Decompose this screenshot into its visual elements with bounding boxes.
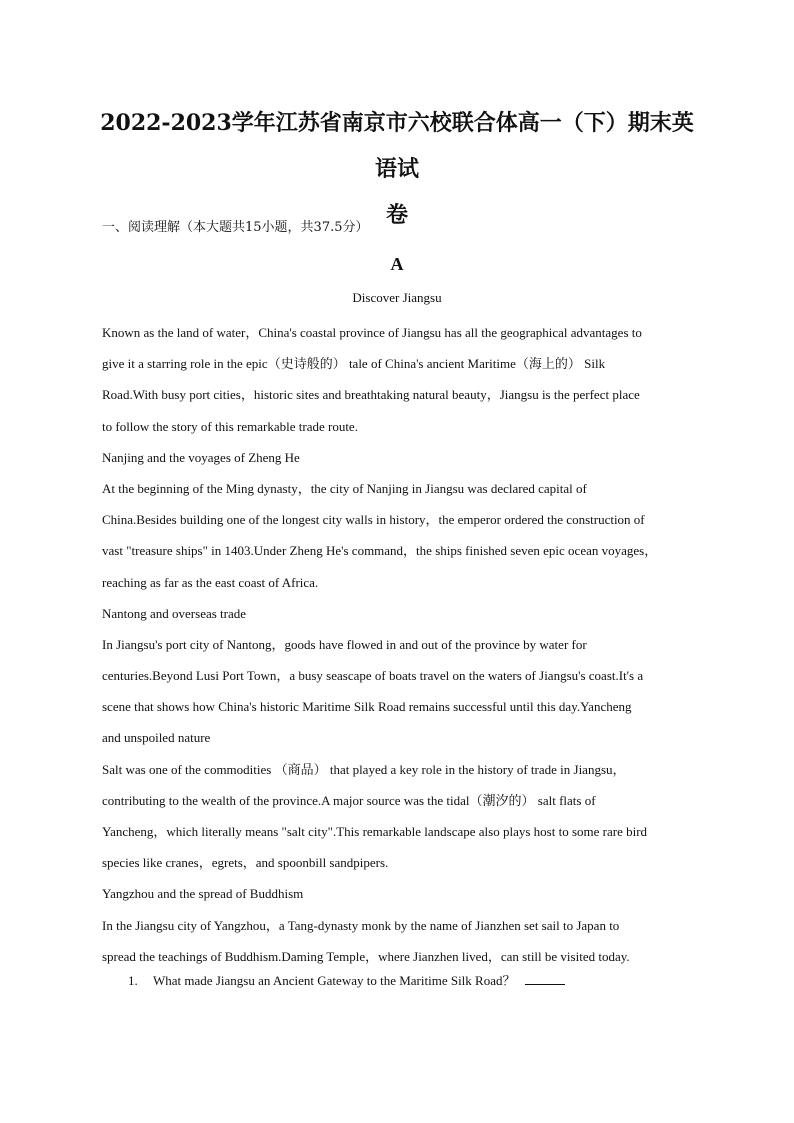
question-1 [128, 970, 688, 989]
part-label: A [390, 254, 404, 274]
title-line-2: 卷 [385, 202, 408, 228]
passage-line: Yangzhou and the spread of Buddhism [102, 886, 304, 902]
passage-line: Road.With busy port cities，historic sites and breathtaking natural beauty，Jiangsu is the perfect place [102, 387, 640, 403]
passage-line: Nanjing and the voyages of Zheng He [102, 449, 300, 465]
question-text: What made Jiangsu an Ancient Gateway to the Maritime Silk Road？ [153, 973, 516, 988]
passage-body [102, 317, 700, 972]
question-number: 1. [128, 973, 138, 988]
passage-line: reaching as far as the east coast of Africa. [102, 574, 319, 590]
passage-line: give it a starring role in the epic（史诗般的） tale of China's ancient Maritime（海上的） Silk [102, 356, 606, 372]
passage-line: scene that shows how China's historic Maritime Silk Road remains successful until this day.Yancheng [102, 699, 632, 715]
passage-line: vast "treasure ships" in 1403.Under Zheng He's command，the ships finished seven epic ocean voyages， [102, 543, 658, 559]
title-line-1: 2022-2023学年江苏省南京市六校联合体高一（下）期末英语试 [100, 110, 694, 182]
passage-line: to follow the story of this remarkable trade route. [102, 418, 358, 434]
passage-line: Salt was one of the commodities （商品） that played a key role in the history of trade in Jiangsu， [102, 761, 626, 777]
passage-line: Yancheng，which literally means "salt city".This remarkable landscape also plays host to some rare bird [102, 824, 648, 839]
passage-line: centuries.Beyond Lusi Port Town，a busy seascape of boats travel on the waters of Jiangsu's coast.It's a [102, 668, 644, 684]
passage-line: contributing to the wealth of the province.A major source was the tidal（潮汐的） salt flats of [102, 792, 596, 808]
passage-line: Known as the land of water，China's coastal province of Jiangsu has all the geographical advantages to [102, 325, 642, 340]
passage-line: Nantong and overseas trade [102, 605, 247, 621]
section-header: 一、阅读理解（本大题共15小题，共37.5分） [102, 220, 369, 235]
passage-line: spread the teachings of Buddhism.Daming Temple，where Jianzhen lived，can still be visited today. [102, 948, 630, 964]
passage-line: and unspoiled nature [102, 730, 211, 746]
passage-line: species like cranes，egrets，and spoonbill sandpipers. [102, 855, 389, 871]
passage-line: China.Besides building one of the longest city walls in history，the emperor ordered the construction of [102, 512, 645, 528]
passage-line: In the Jiangsu city of Yangzhou，a Tang-dynasty monk by the name of Jianzhen set sail to Japan to [102, 917, 620, 933]
passage-line: At the beginning of the Ming dynasty，the city of Nanjing in Jiangsu was declared capital of [102, 480, 587, 496]
passage-title: Discover Jiangsu [352, 290, 442, 305]
answer-blank[interactable] [525, 972, 565, 985]
passage-line: In Jiangsu's port city of Nantong，goods have flowed in and out of the province by water for [102, 636, 587, 652]
